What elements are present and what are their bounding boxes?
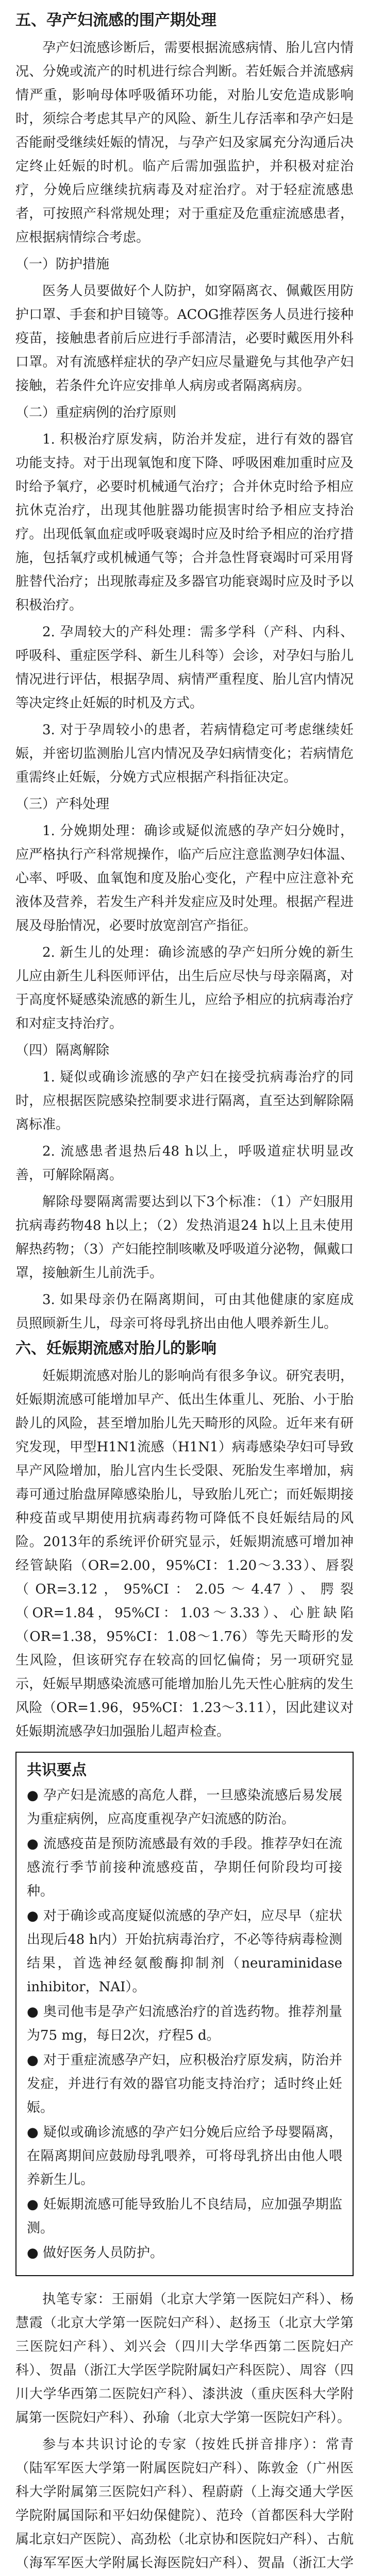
paragraph: 医务人员要做好个人防护，如穿隔离衣、佩戴医用防护口罩、手套和护目镜等。ACOG推荐医务人员进行接种疫苗，接触患者前后应进行手部清洁，必要时戴医用外科口罩。对有流感样症状的孕产妇应尽量避免与其他孕产妇接触，若条件允许应安排单人病房或者隔离病房。: [15, 283, 354, 394]
subsection-1-title: （一）防护措施: [15, 257, 110, 272]
key-point: ● 疑似或确诊流感的孕产妇分娩后应给予母婴隔离，在隔离期间应鼓励母乳喂养，可将母乳挤出由他人喂养新生儿。: [27, 2125, 342, 2188]
key-point: ● 妊娠期流感可能导致胎儿不良结局，应加强孕期监测。: [27, 2197, 342, 2236]
subsection-3-title: （三）产科处理: [15, 796, 110, 812]
subsection-4-title: （四）隔离解除: [15, 1043, 110, 1058]
subsection-2-title: （二）重症病例的治疗原则: [15, 405, 177, 420]
section-5: [15, 10, 354, 1335]
key-points-title: 共识要点: [27, 1761, 87, 1778]
paragraph: 2. 流感患者退热后48 h以上，呼吸道症状明显改善，可解除隔离。: [15, 1144, 354, 1183]
discussion-experts: 参与本共识讨论的专家（按姓氏拼音排序）：常青（陆军军医大学第一附属医院妇产科）、陈敦金（广州医科大学附属第三医院妇产科）、程蔚蔚（上海交通大学医学院附属国际和平妇幼保健院）、范玲（首都医科大学附属北京妇产医院）、高劲松（北京协和医院妇产科）、古航（海军军医大学附属长海医院妇产科）、贺晶（浙江大学: [15, 2437, 354, 2571]
key-point: ● 对于确诊或高度疑似流感的孕产妇，应尽早（症状出现后48 h内）开始抗病毒治疗，不必等待病毒检测结果，首选神经氨酸酶抑制剂（neuraminidase inhibitor，NAI）。: [27, 1908, 342, 1995]
paragraph: 2. 孕周较大的产科处理：需多学科（产科、内科、呼吸科、重症医学科、新生儿科等）会诊，对孕妇与胎儿情况进行评估，根据孕周、病情严重程度、胎儿宫内情况等决定终止妊娠的时机及方式。: [15, 624, 354, 711]
key-point: ● 流感疫苗是预防流感最有效的手段。推荐孕妇在流感流行季节前接种流感疫苗，孕期任何阶段均可接种。: [27, 1836, 342, 1899]
section-6-title: 六、妊娠期流感对胎儿的影响: [15, 1340, 216, 1358]
paragraph: 3. 如果母亲仍在隔离期间，可由其他健康的家庭成员照顾新生儿，母亲可将母乳挤出由他人喂养新生儿。: [15, 1292, 354, 1331]
paragraph: 3. 对于孕周较小的患者，若病情稳定可考虑继续妊娠，并密切监测胎儿宫内情况及孕妇病情变化；若病情危重需终止妊娠，分娩方式应根据产科指征决定。: [15, 722, 354, 785]
paragraph: 1. 疑似或确诊流感的孕产妇在接受抗病毒治疗的同时，应根据医院感染控制要求进行隔离，直至达到解除隔离标准。: [15, 1070, 354, 1132]
key-point: ● 孕产妇是流感的高危人群，一旦感染流感后易发展为重症病例，应高度重视孕产妇流感的防治。: [27, 1788, 342, 1827]
paragraph: 1. 积极治疗原发病，防治并发症，进行有效的器官功能支持。对于出现氧饱和度下降、呼吸困难加重时应及时给予氧疗，必要时机械通气治疗；合并休克时给予相应抗休克治疗，出现其他脏器功能损害时给予相应支持治疗。出现低氧血症或呼吸衰竭时应及时给予相应的治疗措施，包括氧疗或机械通气等；合并急性肾衰竭时可采用肾脏替代治疗；出现脓毒症及多器官功能衰竭时应及时予以积极治疗。: [15, 432, 354, 613]
paragraph: 妊娠期流感对胎儿的影响尚有很多争议。研究表明，妊娠期流感可能增加早产、低出生体重儿、死胎、小于胎龄儿的风险，甚至增加胎儿先天畸形的风险。近年来有研究发现，甲型H1N1流感（H1N1）病毒感染孕妇可导致早产风险增加，胎儿宫内生长受限、死胎发生率增加，病毒可通过胎盘屏障感染胎儿，导致胎儿死亡；而妊娠期接种疫苗或早期使用抗病毒药物可降低不良妊娠结局的风险。2013年的系统评价研究显示，妊娠期流感可增加神经管缺陷（OR=2.00，95%CI：1.20～3.33）、唇裂（OR=3.12，95%CI：2.05～4.47）、腭裂（OR=1.84，95%CI：1.03～3.33）、心脏缺陷（OR=1.38，95%CI：1.08～1.76）等先天畸形的发生风险，但该研究存在较高的回忆偏倚；另一项研究显示，妊娠早期感染流感可能增加胎儿先天性心脏病的发生风险（OR=1.96，95%CI：1.23～3.11），因此建议对妊娠期流感孕妇加强胎儿超声检查。: [15, 1368, 354, 1739]
section-5-title: 五、孕产妇流感的围产期处理: [15, 11, 216, 29]
writing-experts: 执笔专家：王丽娟（北京大学第一医院妇产科）、杨慧霞（北京大学第一医院妇产科）、赵扬玉（北京大学第三医院妇产科）、刘兴会（四川大学华西第二医院妇产科）、贺晶（浙江大学医学院附属妇产科医院）、周容（四川大学华西第二医院妇产科）、漆洪波（重庆医科大学附属第一医院妇产科）、孙瑜（北京大学第一医院妇产科）。: [15, 2292, 354, 2426]
paragraph: 2. 新生儿的处理：确诊流感的孕产妇所分娩的新生儿应由新生儿科医师评估，出生后应尽快与母亲隔离，对于高度怀疑感染流感的新生儿，应给予相应的抗病毒治疗和对症支持治疗。: [15, 945, 354, 1031]
authors-section: [15, 2287, 354, 2576]
paragraph: 1. 分娩期处理：确诊或疑似流感的孕产妇分娩时，应严格执行产科常规操作，临产后应注意监测孕妇体温、心率、呼吸、血氧饱和度及胎心变化，产程中应注意补充液体及营养，若发生产科并发症应及时处理。根据产程进展及母胎情况，必要时放宽剖宫产指征。: [15, 823, 354, 934]
section-5-intro: 孕产妇流感诊断后，需要根据流感病情、胎儿宫内情况、分娩或流产的时机进行综合判断。若妊娠合并流感病情严重，影响母体呼吸循环功能，对胎儿安危造成影响时，须综合考虑其早产的风险、新生儿存活率和孕产妇是否能耐受继续妊娠的情况，与孕产妇及家属充分沟通后决定终止妊娠的时机。临产后需加强监护，并积极对症治疗，分娩后应继续抗病毒及对症治疗。对于轻症流感患者，可按照产科常规处理；对于重症及危重症流感患者，应根据病情综合考虑。: [15, 40, 354, 245]
key-points-box: [15, 1752, 354, 2276]
section-6: [15, 1338, 354, 1743]
paragraph: 解除母婴隔离需要达到以下3个标准：（1）产妇服用抗病毒药物48 h以上；（2）发热消退24 h以上且未使用解热药物；（3）产妇能控制咳嗽及呼吸道分泌物，佩戴口罩，接触新生儿前洗手。: [15, 1194, 354, 1281]
key-point: ● 做好医务人员防护。: [27, 2245, 163, 2261]
key-point: ● 奥司他韦是孕产妇流感治疗的首选药物。推荐剂量为75 mg，每日2次，疗程5 d。: [27, 2004, 342, 2043]
key-point: ● 对于重症流感孕产妇，应积极治疗原发病，防治并发症，并进行有效的器官功能支持治疗；适时终止妊娠。: [27, 2053, 342, 2115]
